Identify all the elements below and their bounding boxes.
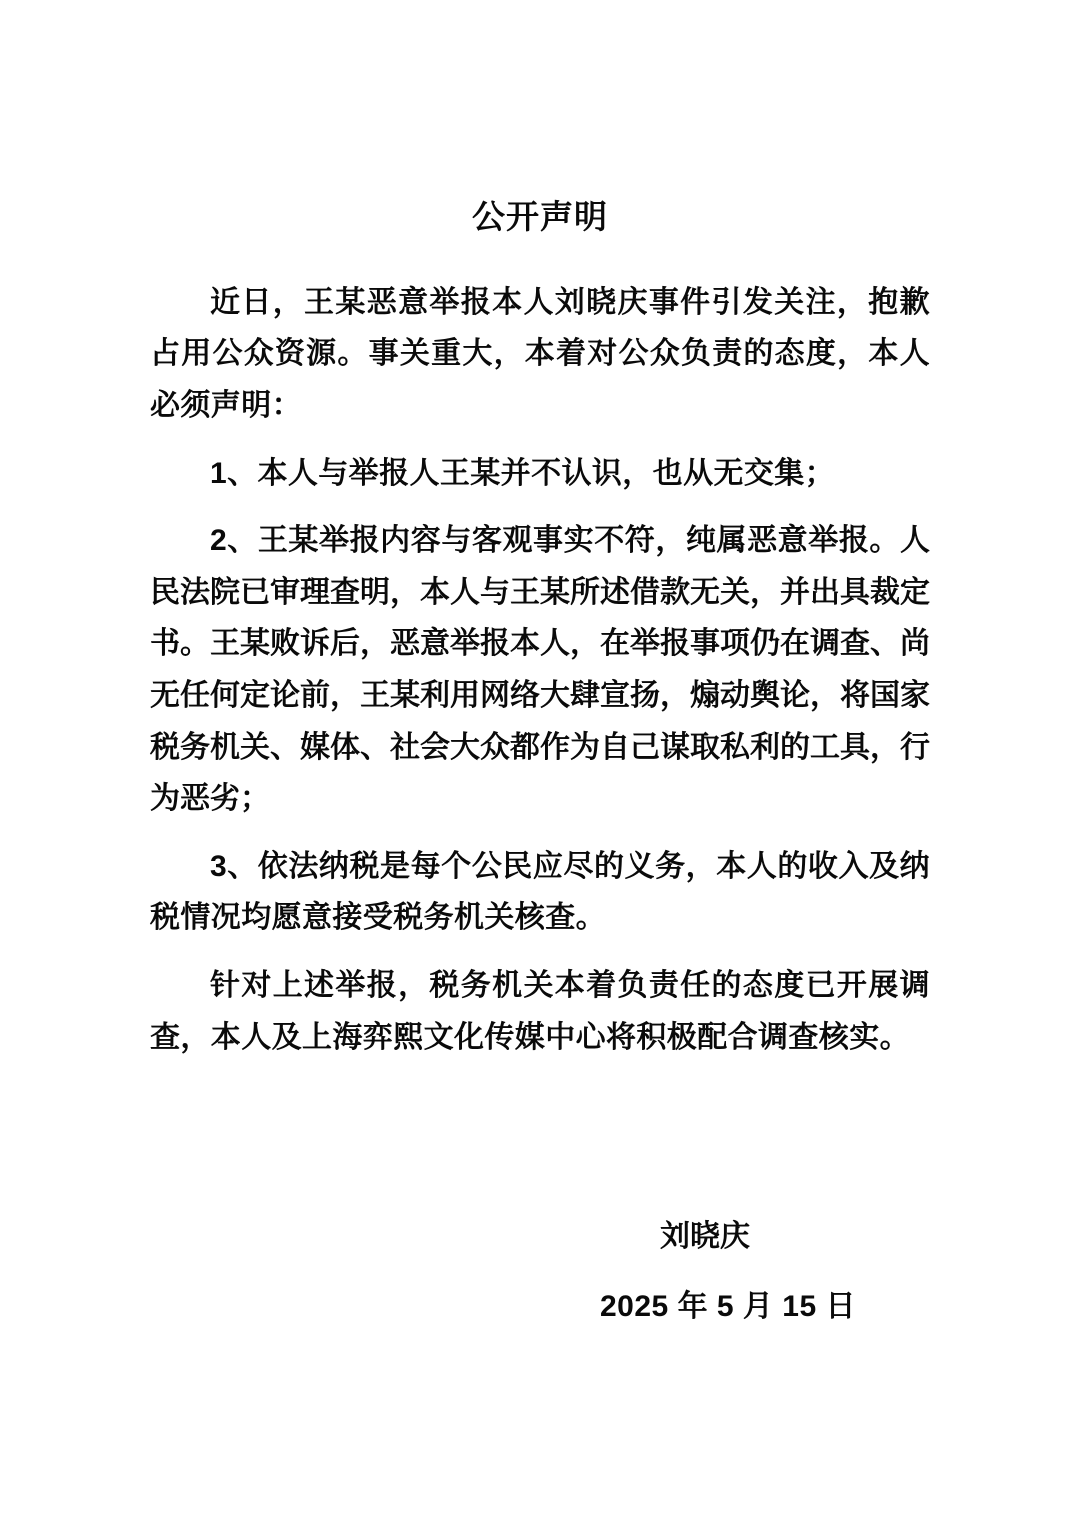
signature-name: 刘晓庆: [660, 1220, 750, 1253]
paragraph-item-2: 2、王某举报内容与客观事实不符，纯属恶意举报。人民法院已审理查明，本人与王某所述借款无关，并出具裁定书。王某败诉后，恶意举报本人，在举报事项仍在调查、尚无任何定论前，王某利用网络大肆宣扬，煽动舆论，将国家税务机关、媒体、社会大众都作为自己谋取私利的工具，行为恶劣；: [150, 524, 930, 816]
signature-block: [600, 1213, 930, 1331]
paragraph-item-1: 1、本人与举报人王某并不认识，也从无交集；: [210, 456, 836, 490]
paragraph-item-3: 3、依法纳税是每个公民应尽的义务，本人的收入及纳税情况均愿意接受税务机关核查。: [150, 849, 930, 935]
paragraph-intro: 近日，王某恶意举报本人刘晓庆事件引发关注，抱歉占用公众资源。事关重大，本着对公众负责的态度，本人必须声明：: [150, 285, 930, 423]
paragraph-closing: 针对上述举报，税务机关本着负责任的态度已开展调查，本人及上海弈熙文化传媒中心将积极配合调查核实。: [150, 969, 930, 1054]
page-title: 公开声明: [472, 198, 608, 235]
signature-date: 2025 年 5 月 15 日: [600, 1290, 856, 1323]
